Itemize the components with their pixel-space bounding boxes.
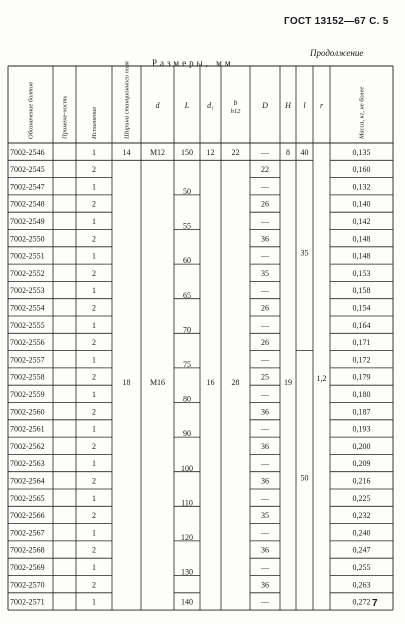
slot-width: 18 bbox=[122, 378, 131, 388]
table-caption: Размеры, мм bbox=[152, 58, 234, 68]
column-header: Масса, кг, не более bbox=[358, 86, 366, 139]
column-header: r bbox=[319, 101, 324, 110]
d-diameter: 26 bbox=[261, 338, 269, 348]
d-diameter: 35 bbox=[261, 511, 269, 521]
bolt-code: 7002-2560 bbox=[10, 407, 45, 417]
column-header: Исполнение bbox=[91, 106, 98, 139]
length-value: 150 bbox=[181, 147, 193, 157]
d-diameter: — bbox=[261, 355, 269, 365]
bolt-code: 7002-2553 bbox=[10, 286, 45, 296]
column-header: D bbox=[262, 101, 268, 110]
d-diameter: 36 bbox=[261, 476, 269, 486]
bolt-code: 7002-2557 bbox=[10, 355, 45, 365]
execution-number: 2 bbox=[92, 268, 96, 278]
length-value: 90 bbox=[183, 429, 191, 439]
column-header: d bbox=[155, 101, 160, 110]
mass-value: 0,193 bbox=[352, 424, 371, 434]
length-value: 80 bbox=[183, 394, 191, 404]
d1-value: 16 bbox=[206, 378, 215, 388]
mass-value: 0,148 bbox=[352, 251, 371, 261]
d-diameter: — bbox=[261, 493, 269, 503]
column-header: d₁ bbox=[207, 101, 214, 110]
b-value: 22 bbox=[231, 147, 240, 157]
mass-value: 0,272 bbox=[352, 597, 371, 607]
bolt-code: 7002-2551 bbox=[10, 251, 45, 261]
d-diameter: — bbox=[261, 424, 269, 434]
column-header: H bbox=[285, 101, 291, 110]
column-header: Примене-чость bbox=[61, 95, 69, 139]
standard-number: ГОСТ 13152—67 С. 5 bbox=[284, 16, 389, 27]
d-diameter: — bbox=[261, 216, 269, 226]
r-value: 1,2 bbox=[316, 374, 327, 384]
bolt-code: 7002-2563 bbox=[10, 459, 45, 469]
h-value: 19 bbox=[284, 378, 292, 388]
bolt-code: 7002-2546 bbox=[10, 147, 45, 157]
bolt-code: 7002-2552 bbox=[10, 268, 45, 278]
mass-value: 0,209 bbox=[352, 459, 371, 469]
bolt-code: 7002-2550 bbox=[10, 234, 45, 244]
d-diameter: 36 bbox=[261, 407, 269, 417]
execution-number: 2 bbox=[92, 303, 96, 313]
length-value: 55 bbox=[183, 221, 191, 231]
d-diameter: — bbox=[261, 459, 269, 469]
bolt-code: 7002-2570 bbox=[10, 580, 45, 590]
execution-number: 1 bbox=[92, 355, 96, 365]
execution-number: 1 bbox=[92, 182, 96, 192]
column-header: h12 bbox=[230, 108, 241, 115]
column-header: Обозначение болтов bbox=[27, 82, 35, 139]
execution-number: 2 bbox=[92, 476, 96, 486]
execution-number: 1 bbox=[92, 459, 96, 469]
length-value: 75 bbox=[183, 360, 191, 370]
d1-value: 12 bbox=[206, 147, 215, 157]
d-diameter: 35 bbox=[261, 268, 269, 278]
mass-value: 0,132 bbox=[352, 182, 371, 192]
mass-value: 0,154 bbox=[352, 303, 371, 313]
execution-number: 2 bbox=[92, 511, 96, 521]
mass-value: 0,172 bbox=[352, 355, 371, 365]
slot-width: 14 bbox=[122, 147, 131, 157]
length-value: 50 bbox=[183, 187, 191, 197]
execution-number: 2 bbox=[92, 441, 96, 451]
execution-number: 1 bbox=[92, 320, 96, 330]
execution-number: 1 bbox=[92, 493, 96, 503]
execution-number: 2 bbox=[92, 165, 96, 175]
bolt-code: 7002-2545 bbox=[10, 165, 45, 175]
column-header: L bbox=[184, 101, 190, 110]
execution-number: 1 bbox=[92, 251, 96, 261]
mass-value: 0,232 bbox=[352, 511, 371, 521]
d-diameter: 36 bbox=[261, 580, 269, 590]
bolt-code: 7002-2559 bbox=[10, 389, 45, 399]
d-diameter: — bbox=[261, 528, 269, 538]
length-value: 120 bbox=[181, 533, 193, 543]
length-value: 100 bbox=[181, 463, 193, 473]
d-diameter: 25 bbox=[261, 372, 269, 382]
execution-number: 2 bbox=[92, 234, 96, 244]
mass-value: 0,164 bbox=[352, 320, 371, 330]
mass-value: 0,153 bbox=[352, 268, 371, 278]
mass-value: 0,158 bbox=[352, 286, 371, 296]
mass-value: 0,200 bbox=[352, 441, 371, 451]
d-diameter: 36 bbox=[261, 545, 269, 555]
mass-value: 0,171 bbox=[352, 338, 371, 348]
mass-value: 0,247 bbox=[352, 545, 371, 555]
d-diameter: — bbox=[261, 182, 269, 192]
bolt-code: 7002-2565 bbox=[10, 493, 45, 503]
d-diameter: — bbox=[261, 389, 269, 399]
bolt-code: 7002-2554 bbox=[10, 303, 45, 313]
bolt-code: 7002-2567 bbox=[10, 528, 45, 538]
d-diameter: — bbox=[261, 147, 269, 157]
bolt-code: 7002-2556 bbox=[10, 338, 45, 348]
bolt-code: 7002-2569 bbox=[10, 562, 45, 572]
bolt-code: 7002-2562 bbox=[10, 441, 45, 451]
thread-d: M16 bbox=[149, 378, 166, 388]
d-diameter: 36 bbox=[261, 234, 269, 244]
execution-number: 2 bbox=[92, 407, 96, 417]
d-diameter: 22 bbox=[261, 165, 269, 175]
mass-value: 0,160 bbox=[352, 165, 371, 175]
bolt-code: 7002-2568 bbox=[10, 545, 45, 555]
d-diameter: 36 bbox=[261, 441, 269, 451]
length-value: 65 bbox=[183, 290, 191, 300]
execution-number: 1 bbox=[92, 424, 96, 434]
bolt-code: 7002-2548 bbox=[10, 199, 45, 209]
d-diameter: — bbox=[261, 562, 269, 572]
mass-value: 0,179 bbox=[352, 372, 371, 382]
length-value: 130 bbox=[181, 567, 193, 577]
mass-value: 0,140 bbox=[352, 199, 371, 209]
execution-number: 1 bbox=[92, 528, 96, 538]
execution-number: 2 bbox=[92, 338, 96, 348]
length-value: 110 bbox=[181, 498, 193, 508]
execution-number: 2 bbox=[92, 372, 96, 382]
bolt-code: 7002-2571 bbox=[10, 597, 45, 607]
bolt-code: 7002-2558 bbox=[10, 372, 45, 382]
thread-d: M12 bbox=[149, 147, 166, 157]
l-value: 40 bbox=[300, 147, 309, 157]
column-header: b bbox=[233, 98, 238, 107]
execution-number: 1 bbox=[92, 147, 96, 157]
l-value: 35 bbox=[300, 248, 309, 258]
mass-value: 0,216 bbox=[352, 476, 371, 486]
d-diameter: — bbox=[261, 251, 269, 261]
d-diameter: — bbox=[261, 597, 269, 607]
bolt-code: 7002-2566 bbox=[10, 511, 45, 521]
continued-label: Продолжение bbox=[310, 48, 364, 58]
mass-value: 0,142 bbox=[352, 216, 371, 226]
bolt-code: 7002-2561 bbox=[10, 424, 45, 434]
page-number: 7 bbox=[372, 598, 378, 609]
mass-value: 0,180 bbox=[352, 389, 371, 399]
d-diameter: 26 bbox=[261, 303, 269, 313]
length-value: 60 bbox=[183, 256, 191, 266]
execution-number: 1 bbox=[92, 597, 96, 607]
column-header: Ширина станционного поля bbox=[123, 61, 131, 139]
execution-number: 1 bbox=[92, 216, 96, 226]
execution-number: 2 bbox=[92, 199, 96, 209]
h-value: 8 bbox=[286, 147, 290, 157]
d-diameter: — bbox=[261, 286, 269, 296]
mass-value: 0,187 bbox=[352, 407, 371, 417]
bolt-code: 7002-2549 bbox=[10, 216, 45, 226]
mass-value: 0,263 bbox=[352, 580, 371, 590]
mass-value: 0,255 bbox=[352, 562, 371, 572]
length-value: 140 bbox=[181, 597, 193, 607]
execution-number: 1 bbox=[92, 562, 96, 572]
execution-number: 2 bbox=[92, 580, 96, 590]
mass-value: 0,135 bbox=[352, 147, 371, 157]
bolt-code: 7002-2564 bbox=[10, 476, 45, 486]
d-diameter: 26 bbox=[261, 199, 269, 209]
bolt-code: 7002-2547 bbox=[10, 182, 45, 192]
mass-value: 0,225 bbox=[352, 493, 371, 503]
b-value: 28 bbox=[231, 378, 240, 388]
execution-number: 1 bbox=[92, 389, 96, 399]
bolt-code: 7002-2555 bbox=[10, 320, 45, 330]
length-value: 70 bbox=[183, 325, 191, 335]
mass-value: 0,240 bbox=[352, 528, 371, 538]
l-value: 50 bbox=[300, 473, 309, 483]
d-diameter: — bbox=[261, 320, 269, 330]
execution-number: 1 bbox=[92, 286, 96, 296]
column-header: l bbox=[303, 101, 306, 110]
mass-value: 0,148 bbox=[352, 234, 371, 244]
execution-number: 2 bbox=[92, 545, 96, 555]
